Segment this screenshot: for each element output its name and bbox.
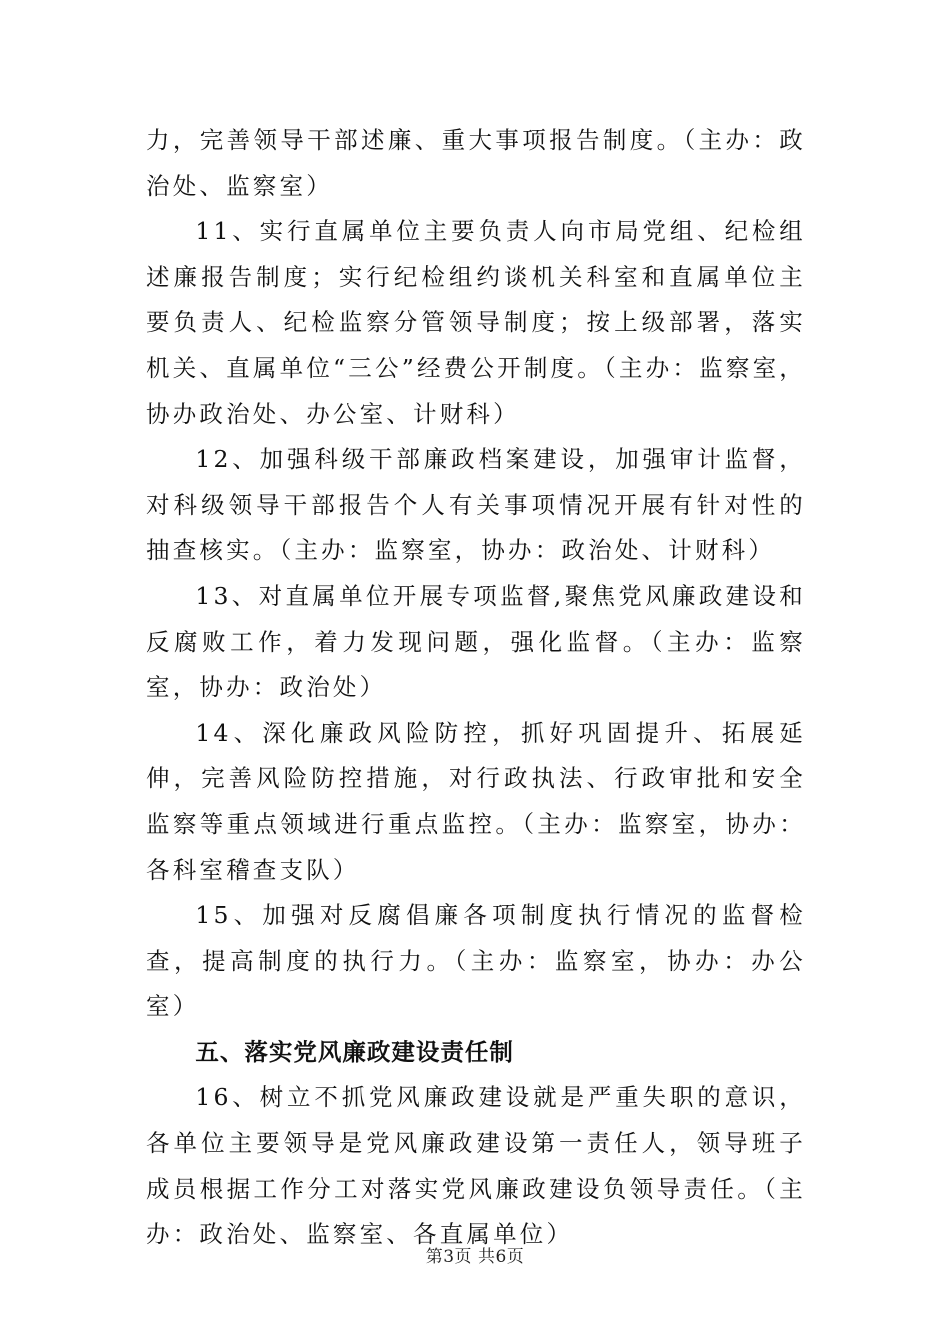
section-heading: 五、落实党风廉政建设责任制 bbox=[195, 1037, 514, 1066]
paragraph-item-12: 12、加强科级干部廉政档案建设，加强审计监督，对科级领导干部报告个人有关事项情况开展有针对性的抽查核实。（主办：监察室，协办：政治处、计财科） bbox=[146, 445, 806, 565]
paragraph-item-15: 15、加强对反腐倡廉各项制度执行情况的监督检查，提高制度的执行力。（主办：监察室，协办：办公室） bbox=[146, 901, 806, 1021]
document-body bbox=[146, 118, 806, 1258]
page-number-footer: 第3页 共6页 bbox=[425, 1247, 525, 1267]
paragraph-item-16: 16、树立不抓党风廉政建设就是严重失职的意识，各单位主要领导是党风廉政建设第一责任人，领导班子成员根据工作分工对落实党风廉政建设负领导责任。（主办：政治处、监察室、各直属单位） bbox=[146, 1083, 806, 1249]
paragraph-item-13: 13、对直属单位开展专项监督,聚焦党风廉政建设和反腐败工作，着力发现问题，强化监督。（主办：监察室，协办：政治处） bbox=[146, 581, 806, 702]
paragraph-item-11: 11、实行直属单位主要负责人向市局党组、纪检组述廉报告制度；实行纪检组约谈机关科室和直属单位主要负责人、纪检监察分管领导制度；按上级部署，落实机关、直属单位“三公”经费公开制度。（主办：监察室，协办政治处、办公室、计财科） bbox=[146, 217, 806, 428]
paragraph-continued: 力，完善领导干部述廉、重大事项报告制度。（主办：政治处、监察室） bbox=[146, 126, 806, 200]
paragraph-item-14: 14、深化廉政风险防控，抓好巩固提升、拓展延伸，完善风险防控措施，对行政执法、行政审批和安全监察等重点领域进行重点监控。（主办：监察室，协办：各科室稽查支队） bbox=[146, 718, 806, 884]
